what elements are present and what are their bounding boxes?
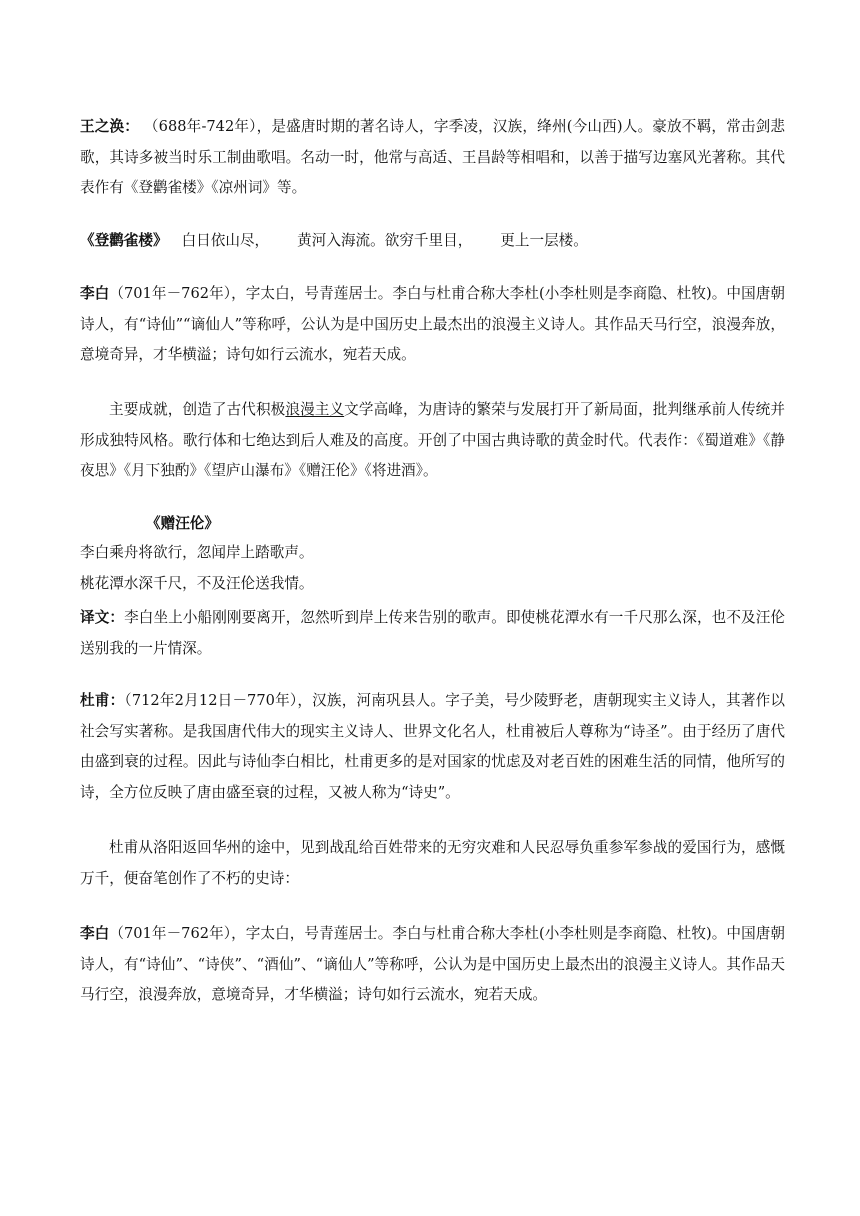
- zeng-wanglun-verse-2: 桃花潭水深千尺，不及汪伦送我情。: [80, 575, 314, 592]
- translation-label: 译文：: [80, 609, 125, 626]
- li-bai-name-2: 李白: [80, 925, 110, 942]
- wang-zhihuan-paragraph: [80, 112, 785, 204]
- du-fu-bio: （712年2月12日－770年），汉族，河南巩县人。字子美，号少陵野老，唐朝现实主义诗人，其著作以社会写实著称。是我国唐代伟大的现实主义诗人、世界文化名人，杜甫被后人尊称为“诗圣”。由于经历了唐代由盛到衰的过程。因此与诗仙李白相比，杜甫更多的是对国家的忧虑及对老百姓的困难生活的同情，他所写的诗，全方位反映了唐由盛至衰的过程，又被人称为“诗史”。: [80, 692, 785, 801]
- li-bai-paragraph-1: [80, 279, 785, 371]
- wang-zhihuan-name: 王之涣：: [80, 118, 140, 135]
- zeng-wanglun-verse-1: 李白乘舟将欲行，忽闻岸上踏歌声。: [80, 544, 314, 561]
- du-fu-name: 杜甫：: [80, 692, 125, 709]
- li-bai-bio-1: （701年－762年），字太白，号青莲居士。李白与杜甫合称大李杜(小李杜则是李商隐、杜牧)。中国唐朝诗人，有“诗仙”“谪仙人”等称呼，公认为是中国历史上最杰出的浪漫主义诗人。其作品天马行空，浪漫奔放，意境奇异，才华横溢；诗句如行云流水，宛若天成。: [80, 285, 785, 363]
- zeng-wanglun-translation: [80, 603, 785, 664]
- dengguanque-poem: [80, 229, 588, 253]
- dengguanque-title: 《登鹳雀楼》: [80, 232, 168, 249]
- dengguanque-line-2: 黄河入海流。欲穷千里目，: [297, 232, 473, 249]
- li-bai-achievement-paragraph: [80, 395, 785, 487]
- li-bai-bio-2: （701年－762年），字太白，号青莲居士。李白与杜甫合称大李杜(小李杜则是李商隐、杜牧)。中国唐朝诗人，有“诗仙”、“诗侠”、“酒仙”、“谪仙人”等称呼，公认为是中国历史上最杰出的浪漫主义诗人。其作品天马行空，浪漫奔放，意境奇异，才华横溢；诗句如行云流水，宛若天成。: [80, 925, 785, 1003]
- du-fu-story-paragraph: 杜甫从洛阳返回华州的途中，见到战乱给百姓带来的无穷灾难和人民忍辱负重参军参战的爱国行为，感慨万千，便奋笔创作了不朽的史诗：: [80, 839, 785, 887]
- romanticism-link[interactable]: 浪漫主义: [285, 401, 345, 418]
- zeng-wanglun-title: 《赠汪伦》: [146, 515, 219, 532]
- du-fu-paragraph: [80, 686, 785, 808]
- achievement-text-after: 文学高峰，为唐诗的繁荣与发展打开了新局面，批判继承前人传统并形成独特风格。歌行体和七绝达到后人难及的高度。开创了中国古典诗歌的黄金时代。代表作：《蜀道难》《静夜思》《月下独酌》《望庐山瀑布》《赠汪伦》《将进酒》。: [80, 401, 785, 479]
- achievement-text-before: 主要成就，创造了古代积极: [109, 401, 286, 418]
- dengguanque-line-3: 更上一层楼。: [500, 232, 588, 249]
- wang-zhihuan-bio: （688年-742年），是盛唐时期的著名诗人，字季凌，汉族，绛州(今山西)人。豪放不羁，常击剑悲歌，其诗多被当时乐工制曲歌唱。名动一时，他常与高适、王昌龄等相唱和，以善于描写边塞风光著称。其代表作有《登鹳雀楼》《凉州词》等。: [80, 118, 785, 196]
- li-bai-paragraph-2: [80, 919, 785, 1011]
- dengguanque-line-1: 白日依山尽，: [181, 232, 270, 249]
- li-bai-name-1: 李白: [80, 285, 110, 302]
- translation-text: 李白坐上小船刚刚要离开，忽然听到岸上传来告别的歌声。即使桃花潭水有一千尺那么深，也不及汪伦送别我的一片情深。: [80, 609, 785, 657]
